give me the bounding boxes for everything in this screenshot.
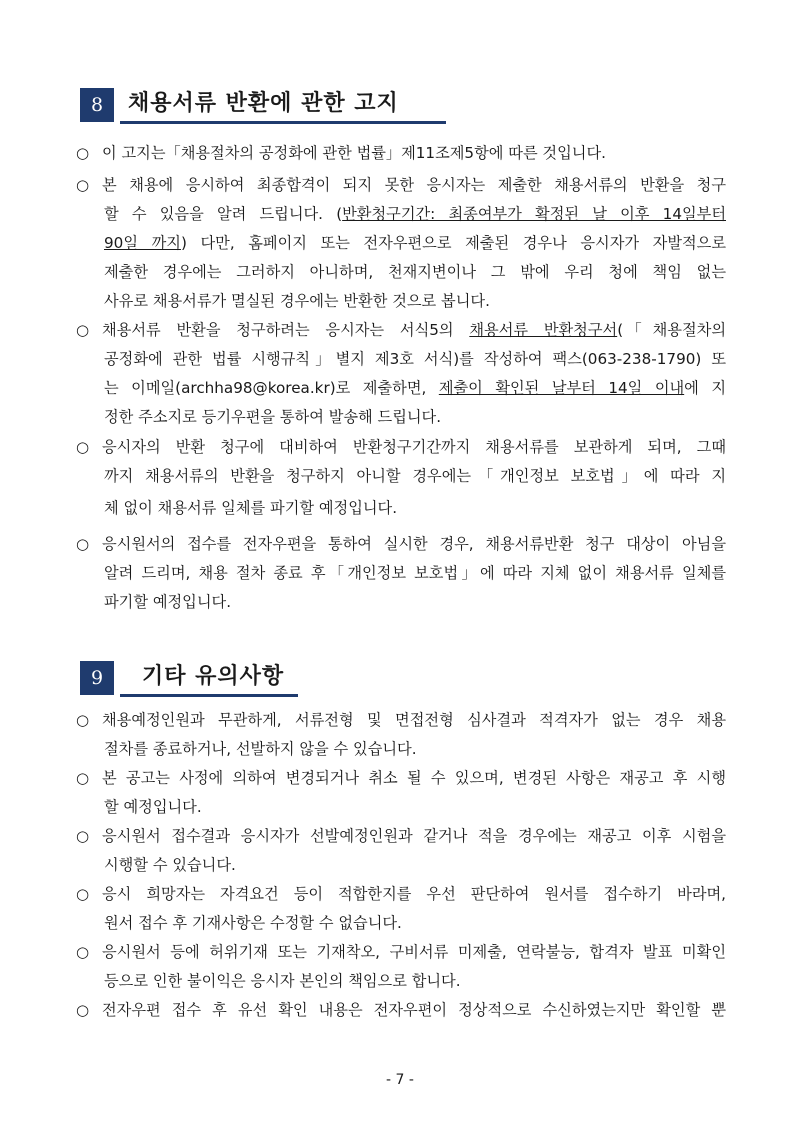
underlined-text: 제출이 확인된 날부터 14일 이내 xyxy=(438,379,685,397)
item-text: 본 공고는 사정에 의하여 변경되거나 취소 될 수 있으며, 변경된 사항은 재공고 후 시행 xyxy=(102,769,726,787)
section-9-item-5 xyxy=(76,938,726,996)
section-8-item-4 xyxy=(76,433,726,523)
item-text: 까지 채용서류의 반환을 청구하지 아니할 경우에는「개인정보 보호법」에 따라 지 xyxy=(104,467,726,485)
item-text: 공정화에 관한 법률 시행규칙」별지 제3호 서식)를 작성하여 팩스(063-238-1790) 또 xyxy=(104,350,726,368)
section-8-item-3 xyxy=(76,316,726,432)
item-text: 제출한 경우에는 그러하지 아니하며, 천재지변이나 그 밖에 우리 청에 책임 없는 xyxy=(104,263,726,281)
bullet-circle: ○ xyxy=(76,438,90,456)
item-text: 원서 접수 후 기재사항은 수정할 수 없습니다. xyxy=(104,914,402,932)
section-8-item-2 xyxy=(76,171,726,316)
item-text: 에 지 xyxy=(684,379,727,397)
item-text: 사유로 채용서류가 멸실된 경우에는 반환한 것으로 봅니다. xyxy=(104,292,490,310)
section-9-item-1 xyxy=(76,706,726,764)
item-text: 전자우편 접수 후 유선 확인 내용은 전자우편이 정상적으로 수신하였는지만 확인할 뿐 xyxy=(102,1001,726,1019)
item-text: 할 예정입니다. xyxy=(104,798,202,816)
bullet-circle: ○ xyxy=(76,711,90,729)
item-text: 응시 희망자는 자격요건 등이 적합한지를 우선 판단하여 원서를 접수하기 바라며, xyxy=(102,885,726,903)
bullet-circle: ○ xyxy=(76,885,90,903)
section-8-item-1 xyxy=(76,139,726,168)
section-title-underline xyxy=(120,121,446,124)
bullet-circle: ○ xyxy=(76,827,90,845)
item-text: ) 다만, 홈페이지 또는 전자우편으로 제출된 경우나 응시자가 자발적으로 xyxy=(180,234,726,252)
item-text: 채용예정인원과 무관하게, 서류전형 및 면접전형 심사결과 적격자가 없는 경우 채용 xyxy=(102,711,726,729)
item-text: 응시자의 반환 청구에 대비하여 반환청구기간까지 채용서류를 보관하게 되며, 그때 xyxy=(102,438,726,456)
bullet-circle: ○ xyxy=(76,535,90,553)
item-text: 채용서류 반환을 청구하려는 응시자는 서식5의 xyxy=(102,321,470,339)
underlined-text: 반환청구기간: 최종여부가 확정된 날 이후 14일부터 xyxy=(342,205,726,223)
item-text: 파기할 예정입니다. xyxy=(104,593,232,611)
item-text: 등으로 인한 불이익은 응시자 본인의 책임으로 합니다. xyxy=(104,972,461,990)
bullet-circle: ○ xyxy=(76,769,90,787)
section-number-badge: 8 xyxy=(80,88,114,122)
section-title: 기타 유의사항 xyxy=(142,664,285,689)
item-text: 할 수 있음을 알려 드립니다. ( xyxy=(104,205,343,223)
item-text: 응시원서 등에 허위기재 또는 기재착오, 구비서류 미제출, 연락불능, 합격자 발표 미확인 xyxy=(102,943,726,961)
bullet-circle: ○ xyxy=(76,144,90,162)
section-9-item-4 xyxy=(76,880,726,938)
item-text: 는 이메일(archha98@korea.kr)로 제출하면, xyxy=(104,379,439,397)
section-9-item-2 xyxy=(76,764,726,822)
bullet-circle: ○ xyxy=(76,943,90,961)
section-9-item-6 xyxy=(76,996,726,1025)
section-8-item-5 xyxy=(76,530,726,617)
item-text: (「채용절차의 xyxy=(617,321,726,339)
bullet-circle: ○ xyxy=(76,176,90,194)
item-text: 알려 드리며, 채용 절차 종료 후「개인정보 보호법」에 따라 지체 없이 채용서류 일체를 xyxy=(104,564,726,582)
item-text: 시행할 수 있습니다. xyxy=(104,856,236,874)
item-text: 체 없이 채용서류 일체를 파기할 예정입니다. xyxy=(104,499,398,517)
underlined-text: 90일 까지 xyxy=(104,234,181,252)
item-text: 이 고지는「채용절차의 공정화에 관한 법률」제11조제5항에 따른 것입니다. xyxy=(102,144,606,162)
page-number: - 7 - xyxy=(386,1072,414,1088)
item-text: 응시원서의 접수를 전자우편을 통하여 실시한 경우, 채용서류반환 청구 대상이 아님을 xyxy=(102,535,726,553)
item-text: 절차를 종료하거나, 선발하지 않을 수 있습니다. xyxy=(104,740,417,758)
section-9-item-3 xyxy=(76,822,726,880)
item-text: 응시원서 접수결과 응시자가 선발예정인원과 같거나 적을 경우에는 재공고 이후 시험을 xyxy=(102,827,726,845)
section-title-underline xyxy=(120,694,298,697)
bullet-circle: ○ xyxy=(76,321,90,339)
section-title: 채용서류 반환에 관한 고지 xyxy=(128,91,399,116)
item-text: 본 채용에 응시하여 최종합격이 되지 못한 응시자는 제출한 채용서류의 반환을 청구 xyxy=(102,176,726,194)
bullet-circle: ○ xyxy=(76,1001,90,1019)
section-number-badge: 9 xyxy=(80,661,114,695)
underlined-text: 채용서류 반환청구서 xyxy=(469,321,618,339)
item-text: 정한 주소지로 등기우편을 통하여 발송해 드립니다. xyxy=(104,408,442,426)
